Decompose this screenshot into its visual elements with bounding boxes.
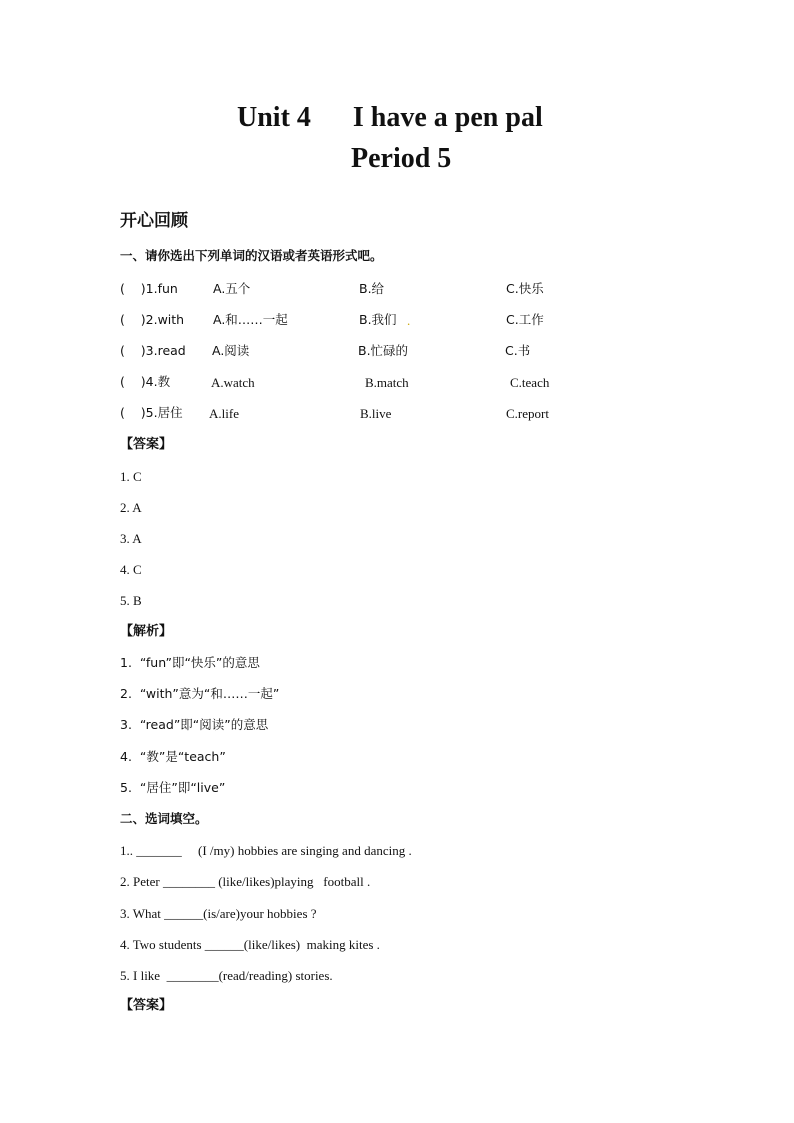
option-c: C.书 (505, 343, 531, 358)
analysis-item: 4. “教”是“teach” (120, 749, 226, 764)
analysis-item: 5. “居住”即“live” (120, 780, 226, 795)
answer-item: 4. C (120, 562, 142, 577)
question-stem: ( )4.教 (120, 374, 171, 389)
answer-item: 1. C (120, 469, 142, 484)
answer-tag: 【答案】 (120, 437, 173, 452)
fill-blank-item: 5. I like ________(read/reading) stories. (120, 968, 333, 983)
option-b: B.我们 (359, 312, 397, 327)
analysis-tag: 【解析】 (120, 624, 173, 639)
analysis-item: 2. “with”意为“和……一起” (120, 686, 280, 701)
analysis-item: 1. “fun”即“快乐”的意思 (120, 655, 260, 670)
section-heading: 开心回顾 (120, 211, 188, 231)
option-c: C.快乐 (506, 281, 544, 296)
option-b: B.match (365, 375, 409, 390)
unit-title: Unit 4 I have a pen pal (237, 102, 543, 133)
analysis-item: 3. “read”即“阅读”的意思 (120, 717, 269, 732)
option-a: A.五个 (213, 281, 251, 296)
fill-blank-item: 1.. _______ (I /my) hobbies are singing and dancing . (120, 843, 412, 858)
question-stem: ( )1.fun (120, 281, 178, 296)
option-a: A.和……一起 (213, 312, 288, 327)
option-c: C.teach (510, 375, 550, 390)
option-a: A.life (209, 406, 239, 421)
answer-item: 5. B (120, 593, 142, 608)
question-stem: ( )5.居住 (120, 405, 183, 420)
question-stem: ( )3.read (120, 343, 186, 358)
answer-item: 2. A (120, 500, 142, 515)
period-title: Period 5 (351, 143, 452, 174)
fill-blank-item: 2. Peter ________ (like/likes)playing football . (120, 874, 371, 889)
part1-instruction: 一、请你选出下列单词的汉语或者英语形式吧。 (120, 248, 383, 263)
fill-blank-item: 3. What ______(is/are)your hobbies ? (120, 906, 317, 921)
option-b: B.live (360, 406, 392, 421)
option-c: C.工作 (506, 312, 544, 327)
option-a: A.阅读 (212, 343, 250, 358)
option-a: A.watch (211, 375, 255, 390)
option-c: C.report (506, 406, 549, 421)
part2-instruction: 二、选词填空。 (120, 811, 208, 826)
answer-item: 3. A (120, 531, 142, 546)
option-b: B.忙碌的 (358, 343, 409, 358)
stray-dot: . (407, 313, 411, 328)
question-stem: ( )2.with (120, 312, 185, 327)
fill-blank-item: 4. Two students ______(like/likes) making kites . (120, 937, 380, 952)
answer-tag: 【答案】 (120, 998, 173, 1013)
option-b: B.给 (359, 281, 385, 296)
